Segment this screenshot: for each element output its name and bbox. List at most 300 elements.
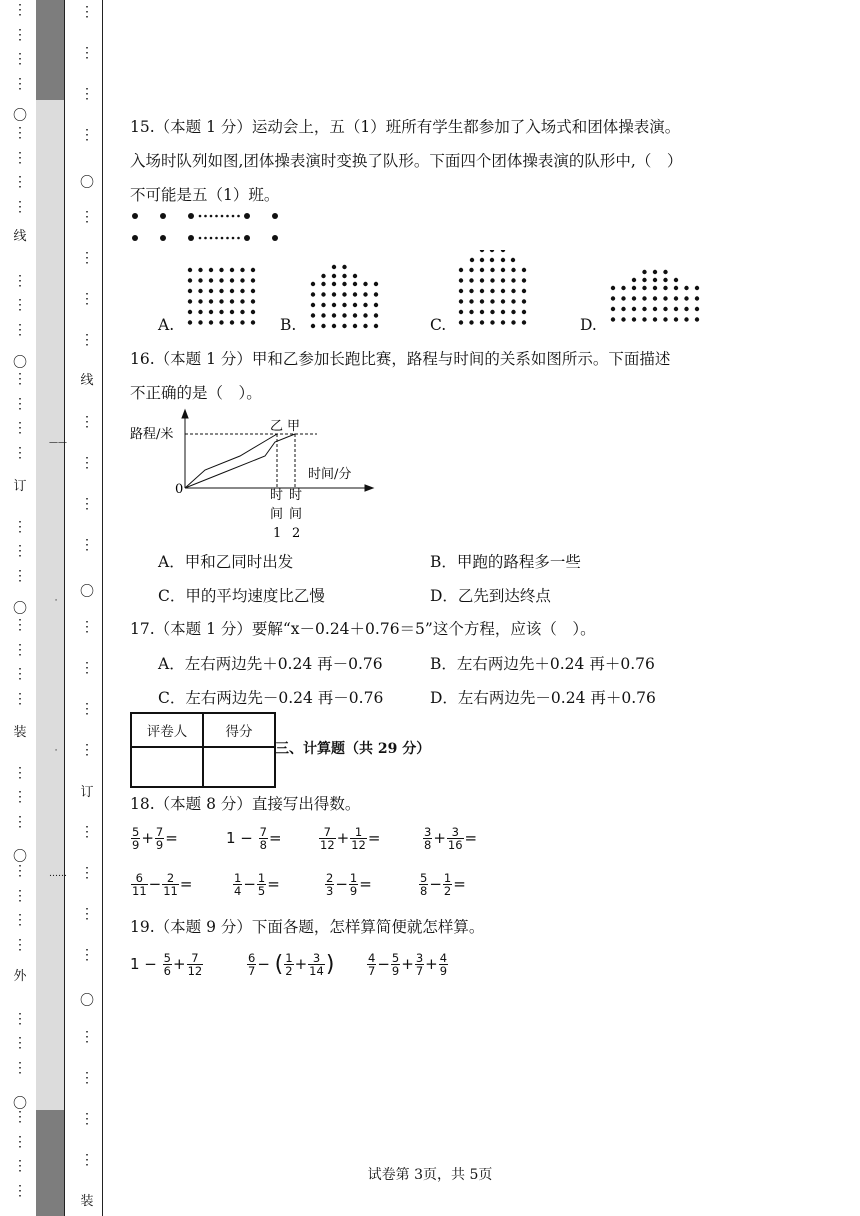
- formation-dot: [353, 313, 357, 317]
- formation-dot: [663, 307, 667, 311]
- formation-dot: [374, 292, 378, 296]
- binding-label-outer: 装: [13, 725, 27, 740]
- binding-dots: ⋮: [80, 1029, 94, 1045]
- formation-dot: [490, 250, 494, 252]
- q16-graph: [125, 408, 375, 543]
- binding-dots: ⋮: [13, 321, 27, 338]
- binding-dots: ⋮: [13, 174, 27, 191]
- binding-dots: ⋮: [13, 789, 27, 806]
- formation-dot: [501, 299, 505, 303]
- ellipsis-dot: [199, 237, 202, 240]
- binding-circle: 〇: [80, 584, 94, 600]
- formation-dot: [522, 278, 526, 282]
- formation-dot: [311, 313, 315, 317]
- binding-dots: ⋮: [80, 865, 94, 881]
- binding-label-inner: 线: [80, 373, 94, 388]
- formation-dot: [511, 268, 515, 272]
- q17-choice-d: D．左右两边先－0.24 再＋0.76: [430, 689, 656, 707]
- binding-dots: ⋮: [13, 617, 27, 633]
- formation-dot: [490, 278, 494, 282]
- binding-margin: [0, 0, 104, 1216]
- formation-dot: [363, 313, 367, 317]
- formation-dot: [501, 320, 505, 324]
- formation-dot: [490, 320, 494, 324]
- formation-dot: [230, 289, 234, 293]
- binding-dots: ⋮: [13, 75, 27, 92]
- formation-dot: [674, 317, 678, 321]
- ellipsis-dot: [199, 215, 202, 218]
- formation-dot: [332, 324, 336, 328]
- formation-dot: [353, 282, 357, 286]
- binding-dots: ⋮: [80, 947, 94, 963]
- band-mark: ·: [54, 746, 58, 756]
- q16-line: 不正确的是（ ）。: [130, 384, 262, 402]
- q18-expr-2: 1 − $\frac{7}{8}$ =: [226, 825, 282, 852]
- binding-dots: ⋮: [13, 1133, 27, 1150]
- formation-dot: [621, 286, 625, 290]
- formation-dot: [374, 282, 378, 286]
- formation-dot: [674, 307, 678, 311]
- formation-dot: [490, 299, 494, 303]
- binding-dots: ⋮: [13, 149, 27, 166]
- formation-dot: [311, 292, 315, 296]
- formation-dot: [198, 278, 202, 282]
- formation-dot: [632, 278, 636, 282]
- formation-dot: [342, 313, 346, 317]
- q16-choice-a: A．甲和乙同时出发: [158, 553, 294, 571]
- formation-dot: [321, 274, 325, 278]
- formation-dot: [219, 289, 223, 293]
- formation-dot: [332, 303, 336, 307]
- binding-circle: 〇: [13, 849, 27, 865]
- score-box-grader: 评卷人: [131, 713, 203, 747]
- formation-dot: [188, 289, 192, 293]
- binding-dots: ⋮: [80, 250, 94, 266]
- q17-choice-b: B．左右两边先＋0.24 再＋0.76: [430, 655, 655, 673]
- formation-dot: [219, 278, 223, 282]
- binding-dots: ⋮: [13, 813, 27, 830]
- formation-dot: [240, 299, 244, 303]
- formation-dot: [321, 313, 325, 317]
- q18-expr-3: $\frac{7}{12}$ + $\frac{1}{12}$ =: [320, 825, 381, 852]
- band-mark: ——: [49, 438, 67, 448]
- formation-dot: [251, 268, 255, 272]
- graph-t1: 间: [270, 507, 284, 522]
- formation-dot: [695, 317, 699, 321]
- formation-dot: [674, 296, 678, 300]
- ellipsis-dot: [237, 215, 240, 218]
- q16-line: 16.（本题 1 分）甲和乙参加长跑比赛，路程与时间的关系如图所示。下面描述: [130, 350, 671, 368]
- formation-dot: [311, 324, 315, 328]
- binding-circle: 〇: [13, 601, 27, 617]
- binding-dots: ⋮: [80, 496, 94, 512]
- formation-dot: [469, 299, 473, 303]
- formation-dot: [632, 307, 636, 311]
- formation-dot: [642, 286, 646, 290]
- binding-dots: ⋮: [80, 86, 94, 102]
- formation-dot: [209, 289, 213, 293]
- formation-dot: [251, 289, 255, 293]
- formation-dot: [321, 303, 325, 307]
- formation-dot: [342, 324, 346, 328]
- formation-dot: [469, 268, 473, 272]
- score-box-score: 得分: [203, 713, 275, 747]
- formation-dot: [198, 299, 202, 303]
- formation-dot: [374, 303, 378, 307]
- formation-dot: [511, 289, 515, 293]
- formation-dot: [251, 310, 255, 314]
- formation-dot: [209, 299, 213, 303]
- binding-dots: ⋮: [80, 291, 94, 307]
- ellipsis-dot: [215, 237, 218, 240]
- q15-option-a: A.: [158, 316, 175, 334]
- graph-t1: 1: [273, 526, 282, 541]
- binding-dots: ⋮: [13, 1010, 27, 1027]
- binding-dots: ⋮: [80, 742, 94, 758]
- formation-dot: [353, 303, 357, 307]
- formation-dot: [501, 258, 505, 262]
- formation-dot: [459, 289, 463, 293]
- formation-dot: [469, 320, 473, 324]
- ellipsis-dot: [232, 237, 235, 240]
- formation-dot: [363, 303, 367, 307]
- binding-dots: ⋮: [13, 420, 27, 437]
- q16-choice-d: D．乙先到达终点: [430, 587, 551, 605]
- binding-dots: ⋮: [13, 764, 27, 781]
- graph-t2: 间: [289, 507, 303, 522]
- formation-dot: [469, 278, 473, 282]
- binding-dots: ⋮: [13, 297, 27, 314]
- formation-dot: [209, 310, 213, 314]
- q15-line: 入场时队列如图,团体操表演时变换了队形。下面四个团体操表演的队形中,（ ）: [130, 152, 683, 170]
- formation-dot: [219, 310, 223, 314]
- formation-dot: [511, 320, 515, 324]
- binding-dots: ⋮: [13, 543, 27, 560]
- formation-dot: [240, 268, 244, 272]
- formation-dot: [251, 320, 255, 324]
- binding-dots: ⋮: [13, 198, 27, 215]
- q17-choice-a: A．左右两边先＋0.24 再－0.76: [158, 655, 383, 673]
- formation-dot: [663, 296, 667, 300]
- formation-dot: [611, 296, 615, 300]
- binding-line: [102, 0, 103, 1216]
- formation-dot: [663, 270, 667, 274]
- formation-dot: [522, 299, 526, 303]
- formation-dot: [230, 310, 234, 314]
- binding-dots: ⋮: [80, 1152, 94, 1168]
- binding-label-outer: 外: [13, 969, 27, 984]
- binding-dots: ⋮: [13, 863, 27, 879]
- formation-dot: [632, 286, 636, 290]
- formation-dot: [332, 282, 336, 286]
- binding-dots: ⋮: [13, 1059, 27, 1076]
- binding-dots: ⋮: [13, 1182, 27, 1199]
- formation-dot: [611, 286, 615, 290]
- formation-dot: [642, 307, 646, 311]
- formation-dot: [469, 289, 473, 293]
- formation-dot: [480, 320, 484, 324]
- graph-t1: 时: [270, 488, 284, 503]
- formation-dot: [511, 310, 515, 314]
- binding-dots: ⋮: [80, 455, 94, 471]
- binding-label-outer: 线: [13, 229, 27, 244]
- formation-dot: [332, 274, 336, 278]
- formation-dot: [522, 310, 526, 314]
- formation-dot: [684, 317, 688, 321]
- formation-dot: [230, 320, 234, 324]
- formation-dot: [459, 299, 463, 303]
- q17-line: 17.（本题 1 分）要解“x－0.24＋0.76＝5”这个方程，应该（ ）。: [130, 620, 596, 638]
- formation-dot: [198, 289, 202, 293]
- formation-dot: [459, 320, 463, 324]
- formation-dot: [663, 317, 667, 321]
- formation-dot: [342, 303, 346, 307]
- formation-dot: [611, 317, 615, 321]
- band-mark: ……: [49, 869, 67, 879]
- q15-line: 不可能是五（1）班。: [130, 186, 280, 204]
- graph-ylabel: 路程/米: [130, 427, 174, 442]
- formation-dot: [490, 258, 494, 262]
- binding-dots: ⋮: [13, 395, 27, 412]
- formation-dot: [480, 268, 484, 272]
- q15-line: 15.（本题 1 分）运动会上，五（1）班所有学生都参加了入场式和团体操表演。: [130, 118, 681, 136]
- formation-dot: [240, 310, 244, 314]
- binding-label-inner: 装: [80, 1194, 94, 1209]
- formation-dot: [240, 278, 244, 282]
- formation-dot: [522, 289, 526, 293]
- formation-dot: [188, 278, 192, 282]
- binding-dots: ⋮: [13, 567, 27, 584]
- formation-dot: [459, 268, 463, 272]
- binding-dots: ⋮: [13, 690, 27, 707]
- binding-dots: ⋮: [80, 906, 94, 922]
- formation-dot: [230, 278, 234, 282]
- formation-dot: [230, 299, 234, 303]
- binding-dots: ⋮: [80, 537, 94, 553]
- binding-dots: ⋮: [13, 26, 27, 43]
- binding-circle: 〇: [13, 355, 27, 371]
- formation-dot: [321, 292, 325, 296]
- formation-dot: [219, 268, 223, 272]
- score-box: [130, 712, 276, 788]
- binding-dots: ⋮: [13, 51, 27, 68]
- formation-dot: [198, 320, 202, 324]
- formation-dot: [480, 289, 484, 293]
- formation-dot: [611, 307, 615, 311]
- formation-dot: [480, 299, 484, 303]
- band-mark: ·: [54, 596, 58, 606]
- binding-dots: ⋮: [80, 619, 94, 635]
- formation-dot: [374, 324, 378, 328]
- binding-dots: ⋮: [13, 1035, 27, 1052]
- formation-dot: [209, 320, 213, 324]
- binding-dots: ⋮: [13, 2, 27, 18]
- formation-dot: [511, 278, 515, 282]
- section-3-title: 三、计算题（共 29 分）: [275, 741, 431, 757]
- formation-dot: [198, 310, 202, 314]
- formation-dot: [240, 289, 244, 293]
- binding-dots: ⋮: [80, 45, 94, 61]
- binding-dots: ⋮: [80, 701, 94, 717]
- formation-dot: [663, 286, 667, 290]
- formation-dot: [511, 299, 515, 303]
- formation-dot: [490, 289, 494, 293]
- formation-dot: [188, 320, 192, 324]
- ellipsis-dot: [221, 215, 224, 218]
- ellipsis-dot: [210, 237, 213, 240]
- formation-dot: [684, 307, 688, 311]
- q18-expr-5: $\frac{6}{11}$ − $\frac{2}{11}$ =: [132, 871, 193, 898]
- binding-dots: ⋮: [80, 1111, 94, 1127]
- formation-dot: [353, 324, 357, 328]
- ellipsis-dot: [204, 215, 207, 218]
- formation-dot: [480, 258, 484, 262]
- formation-dot: [332, 313, 336, 317]
- formation-dot: [621, 317, 625, 321]
- gray-band-top: [36, 0, 64, 100]
- score-box-score-cell[interactable]: [203, 747, 275, 787]
- binding-dots: ⋮: [80, 660, 94, 676]
- q15-option-c: C.: [430, 316, 447, 334]
- graph-label-yi: 乙: [270, 419, 284, 434]
- binding-label-outer: 订: [13, 479, 27, 494]
- formation-dot: [240, 320, 244, 324]
- formation-dot: [251, 299, 255, 303]
- formation-dot: [230, 268, 234, 272]
- q18-expr-7: $\frac{2}{3}$ − $\frac{1}{9}$ =: [326, 871, 372, 898]
- formation-dot: [480, 310, 484, 314]
- formation-dot: [251, 278, 255, 282]
- ellipsis-dot: [232, 215, 235, 218]
- graph-t2: 时: [289, 488, 303, 503]
- q16-choice-c: C．甲的平均速度比乙慢: [158, 587, 325, 605]
- formation-dot: [621, 296, 625, 300]
- formation-dot: [653, 270, 657, 274]
- q18-expr-1: $\frac{5}{9}$ + $\frac{7}{9}$ =: [132, 825, 178, 852]
- binding-dots: ⋮: [13, 444, 27, 461]
- binding-dots: ⋮: [13, 1158, 27, 1175]
- q16-choice-b: B．甲跑的路程多一些: [430, 553, 581, 571]
- formation-dot: [353, 292, 357, 296]
- ellipsis-dot: [237, 237, 240, 240]
- formation-dot: [480, 250, 484, 252]
- ellipsis-dot: [215, 215, 218, 218]
- formation-dot: [470, 258, 474, 262]
- formation-dot: [642, 296, 646, 300]
- formation-dot: [490, 310, 494, 314]
- binding-dots: ⋮: [13, 1109, 27, 1125]
- formation-dot: [684, 286, 688, 290]
- formation-dot: [621, 307, 625, 311]
- formation-dot: [642, 317, 646, 321]
- formation-dot: [332, 292, 336, 296]
- graph-origin: 0: [175, 482, 184, 497]
- formation-dot: [353, 274, 357, 278]
- binding-dots: ⋮: [13, 936, 27, 953]
- ellipsis-dot: [226, 215, 229, 218]
- q19-expr-2: $\frac{6}{7}$ − ( $\frac{1}{2}$ + $\frac{3}{14}$ ): [248, 951, 335, 978]
- formation-dot: [219, 299, 223, 303]
- formation-dot: [363, 282, 367, 286]
- q15-option-d: D.: [580, 316, 597, 334]
- binding-dots: ⋮: [13, 518, 27, 535]
- binding-dots: ⋮: [13, 666, 27, 683]
- formation-dot: [209, 268, 213, 272]
- formation-dot: [469, 310, 473, 314]
- binding-dots: ⋮: [13, 272, 27, 289]
- formation-dot: [674, 278, 678, 282]
- formation-dot: [342, 274, 346, 278]
- formation-dot: [674, 286, 678, 290]
- formation-dot: [642, 270, 646, 274]
- formation-dot: [321, 324, 325, 328]
- q19-expr-1: 1 − $\frac{5}{6}$ + $\frac{7}{12}$: [130, 951, 203, 978]
- question-15: [130, 110, 830, 212]
- formation-dot: [501, 278, 505, 282]
- binding-dots: ⋮: [13, 641, 27, 658]
- ellipsis-dot: [204, 237, 207, 240]
- formation-dot: [522, 320, 526, 324]
- formation-dot: [480, 278, 484, 282]
- binding-dots: ⋮: [80, 209, 94, 225]
- score-box-grader-cell[interactable]: [131, 747, 203, 787]
- formation-dot: [653, 296, 657, 300]
- q19-line: 19.（本题 9 分）下面各题，怎样算简便就怎样算。: [130, 918, 485, 936]
- formation-dot: [642, 278, 646, 282]
- q19-expr-3: $\frac{4}{7}$ − $\frac{5}{9}$ + $\frac{3}{7}$ + $\frac{4}{9}$: [368, 951, 448, 978]
- formation-dot: [188, 268, 192, 272]
- formation-dot: [342, 292, 346, 296]
- formation-dot: [188, 299, 192, 303]
- binding-dots: ⋮: [80, 332, 94, 348]
- binding-circle: 〇: [80, 993, 94, 1009]
- formation-dot: [459, 310, 463, 314]
- binding-dots: ⋮: [13, 887, 27, 904]
- q17-choice-c: C．左右两边先－0.24 再－0.76: [158, 689, 384, 707]
- binding-dots: ⋮: [80, 127, 94, 143]
- q18-line: 18.（本题 8 分）直接写出得数。: [130, 795, 361, 813]
- formation-dot: [188, 310, 192, 314]
- q18-expr-8: $\frac{5}{8}$ − $\frac{1}{2}$ =: [420, 871, 466, 898]
- binding-circle: 〇: [13, 108, 27, 124]
- formation-dot: [209, 278, 213, 282]
- formation-dot: [311, 303, 315, 307]
- formation-dot: [342, 282, 346, 286]
- formation-dot: [501, 250, 505, 252]
- formation-dot: [632, 296, 636, 300]
- formation-dot: [653, 286, 657, 290]
- ellipsis-dot: [210, 215, 213, 218]
- page-footer: 试卷第 3页，共 5页: [367, 1167, 493, 1183]
- graph-xlabel: 时间/分: [308, 467, 352, 482]
- formation-dot: [653, 307, 657, 311]
- formation-dot: [653, 317, 657, 321]
- formation-dot: [321, 282, 325, 286]
- formation-dot: [501, 310, 505, 314]
- binding-dots: ⋮: [13, 125, 27, 141]
- formation-dot: [219, 320, 223, 324]
- formation-dot: [363, 292, 367, 296]
- formation-dot: [501, 289, 505, 293]
- formation-dot: [684, 296, 688, 300]
- graph-label-jia: 甲: [287, 419, 301, 434]
- formation-dot: [311, 282, 315, 286]
- formation-dot: [363, 324, 367, 328]
- ellipsis-dot: [226, 237, 229, 240]
- q18-expr-4: $\frac{3}{8}$ + $\frac{3}{16}$ =: [424, 825, 478, 852]
- formation-dot: [695, 286, 699, 290]
- binding-circle: 〇: [13, 1096, 27, 1112]
